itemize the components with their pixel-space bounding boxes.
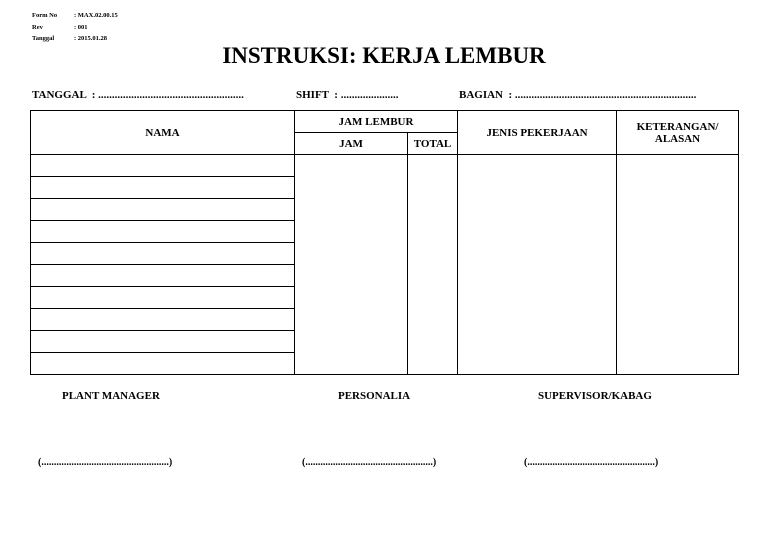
meta-value: : MAX.02.00.15 <box>74 12 118 19</box>
overtime-table <box>30 110 739 375</box>
header-jam-lembur: JAM LEMBUR <box>295 111 458 133</box>
signature-line-supervisor[interactable]: (...................................................) <box>524 457 659 468</box>
header-jam: JAM <box>295 133 408 155</box>
cell-jenis-pekerjaan[interactable] <box>458 155 617 375</box>
signature-title-supervisor: SUPERVISOR/KABAG <box>538 390 652 402</box>
shift-field[interactable]: SHIFT : ..................... <box>296 89 399 101</box>
meta-value: : 2015.01.28 <box>74 35 108 42</box>
form-meta <box>32 10 118 45</box>
signature-title-personalia: PERSONALIA <box>338 390 411 402</box>
cell-nama[interactable] <box>31 199 295 221</box>
meta-row-form-no <box>32 10 118 22</box>
header-keterangan: KETERANGAN/ ALASAN <box>617 111 739 155</box>
cell-total[interactable] <box>408 155 458 375</box>
cell-nama[interactable] <box>31 287 295 309</box>
signature-line-plant-manager[interactable]: (...................................................) <box>38 457 173 468</box>
cell-nama[interactable] <box>31 265 295 287</box>
cell-nama[interactable] <box>31 309 295 331</box>
cell-keterangan[interactable] <box>617 155 739 375</box>
cell-nama[interactable] <box>31 353 295 375</box>
header-jenis-pekerjaan: JENIS PEKERJAAN <box>458 111 617 155</box>
cell-nama[interactable] <box>31 243 295 265</box>
header-nama: NAMA <box>31 111 295 155</box>
signature-title-plant-manager: PLANT MANAGER <box>62 390 160 402</box>
header-total: TOTAL <box>408 133 458 155</box>
cell-jam[interactable] <box>295 155 408 375</box>
cell-nama[interactable] <box>31 331 295 353</box>
meta-row-rev <box>32 22 118 34</box>
cell-nama[interactable] <box>31 221 295 243</box>
cell-nama[interactable] <box>31 155 295 177</box>
signature-line-personalia[interactable]: (...................................................) <box>302 457 437 468</box>
meta-label: Rev <box>32 23 43 31</box>
page-title: INSTRUKSI: KERJA LEMBUR <box>222 43 546 68</box>
table-row <box>31 155 739 177</box>
bagian-field[interactable]: BAGIAN : .................................................................. <box>459 89 697 101</box>
meta-label: Tanggal <box>32 35 55 42</box>
meta-label: Form No <box>32 12 58 19</box>
meta-value: : 001 <box>74 23 88 31</box>
tanggal-field[interactable]: TANGGAL : ..................................................... <box>32 89 244 101</box>
cell-nama[interactable] <box>31 177 295 199</box>
